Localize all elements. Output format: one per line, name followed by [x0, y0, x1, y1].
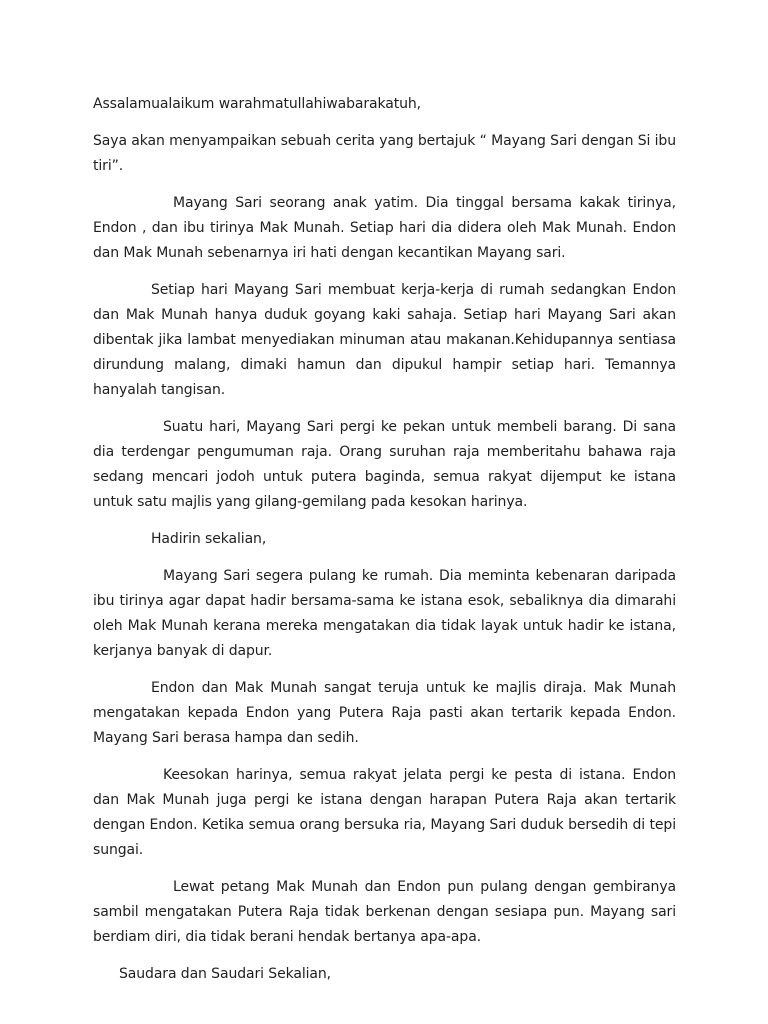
- story-paragraph-4: Mayang Sari segera pulang ke rumah. Dia meminta kebenaran daripada ibu tirinya agar dapat hadir bersama-sama ke istana esok, sebaliknya dia dimarahi oleh Mak Munah kerana mereka mengatakan dia tidak layak untuk hadir ke istana, kerjanya banyak di dapur.: [93, 568, 676, 659]
- audience-address-2: Saudara dan Saudari Sekalian,: [119, 966, 332, 982]
- story-paragraph-1: Mayang Sari seorang anak yatim. Dia tinggal bersama kakak tirinya, Endon , dan ibu tirinya Mak Munah. Setiap hari dia didera oleh Mak Munah. Endon dan Mak Munah sebenarnya iri hati dengan kecantikan Mayang sari.: [93, 195, 676, 261]
- story-paragraph-6: Keesokan harinya, semua rakyat jelata pergi ke pesta di istana. Endon dan Mak Munah juga pergi ke istana dengan harapan Putera Raja akan tertarik dengan Endon. Ketika semua orang bersuka ria, Mayang Sari duduk bersedih di tepi sungai.: [93, 767, 676, 858]
- audience-address-1: Hadirin sekalian,: [151, 531, 267, 547]
- story-paragraph-5: Endon dan Mak Munah sangat teruja untuk ke majlis diraja. Mak Munah mengatakan kepada Endon yang Putera Raja pasti akan tertarik kepada Endon. Mayang Sari berasa hampa dan sedih.: [93, 680, 676, 746]
- greeting-line: Assalamualaikum warahmatullahiwabarakatuh,: [93, 96, 421, 112]
- story-paragraph-3: Suatu hari, Mayang Sari pergi ke pekan untuk membeli barang. Di sana dia terdengar pengumuman raja. Orang suruhan raja memberitahu bahawa raja sedang mencari jodoh untuk putera baginda, semua rakyat dijemput ke istana untuk satu majlis yang gilang-gemilang pada kesokan harinya.: [93, 419, 676, 510]
- story-paragraph-2: Setiap hari Mayang Sari membuat kerja-kerja di rumah sedangkan Endon dan Mak Munah hanya duduk goyang kaki sahaja. Setiap hari Mayang Sari akan dibentak jika lambat menyediakan minuman atau makanan.Kehidupannya sentiasa dirundung malang, dimaki hamun dan dipukul hampir setiap hari. Temannya hanyalah tangisan.: [93, 282, 676, 398]
- intro-paragraph: Saya akan menyampaikan sebuah cerita yang bertajuk “ Mayang Sari dengan Si ibu tiri”.: [93, 133, 676, 174]
- story-paragraph-7: Lewat petang Mak Munah dan Endon pun pulang dengan gembiranya sambil mengatakan Putera Raja tidak berkenan dengan sesiapa pun. Mayang sari berdiam diri, dia tidak berani hendak bertanya apa-apa.: [93, 879, 676, 945]
- document-page: [93, 92, 676, 999]
